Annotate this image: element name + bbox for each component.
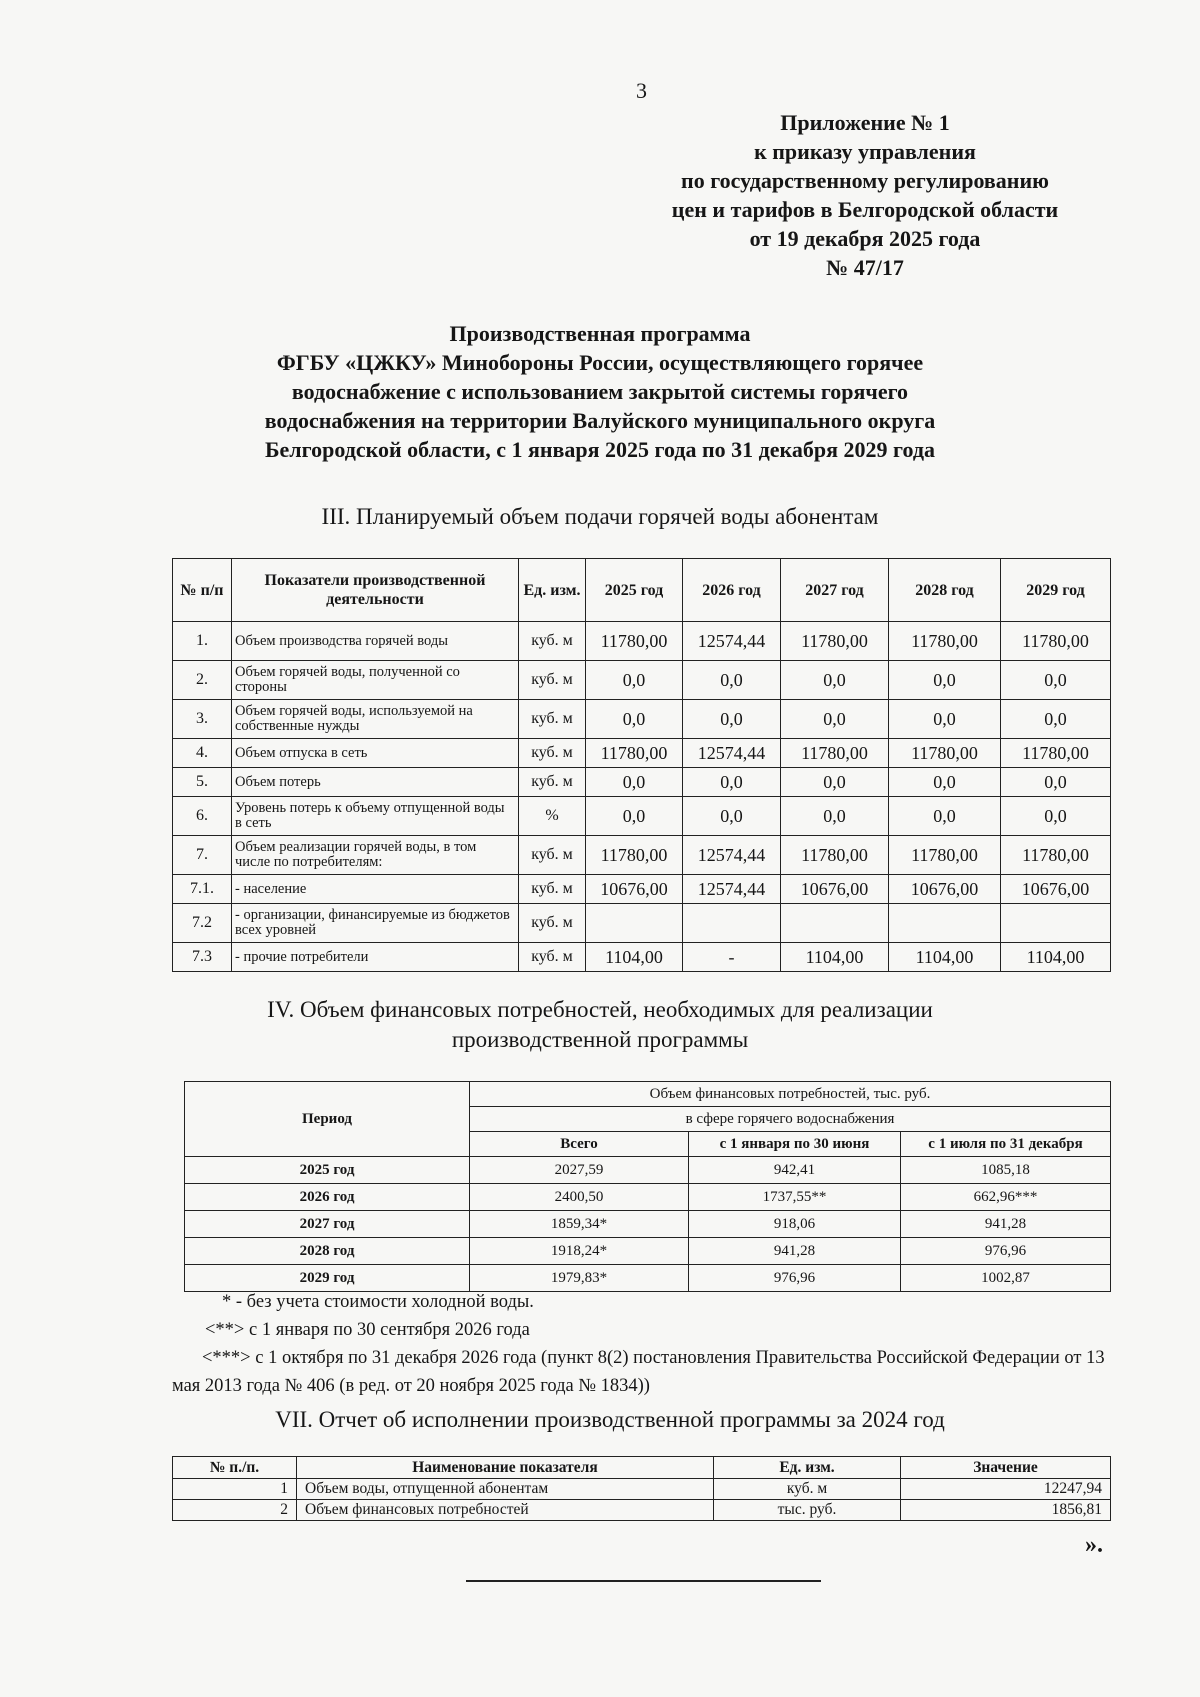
year-value: 12574,44	[683, 622, 781, 661]
subgroup-header: в сфере горячего водоснабжения	[470, 1107, 1111, 1132]
table-row	[173, 700, 1111, 739]
year-value: 0,0	[586, 768, 683, 797]
year-value: 1104,00	[1001, 943, 1111, 972]
table-row	[173, 768, 1111, 797]
value: 1856,81	[901, 1500, 1111, 1521]
column-header: 2029 год	[1001, 559, 1111, 622]
execution-report-table	[172, 1456, 1111, 1521]
title-line: Производственная программа	[449, 321, 751, 346]
year-value: 11780,00	[781, 836, 889, 875]
table-row	[173, 875, 1111, 904]
period: 2028 год	[185, 1238, 470, 1265]
year-value: 0,0	[781, 700, 889, 739]
unit: куб. м	[714, 1479, 901, 1500]
table-row	[173, 1500, 1111, 1521]
table-row	[173, 904, 1111, 943]
section-4-heading	[180, 995, 1020, 1055]
indicator-name: Объем горячей воды, используемой на собственные нужды	[232, 700, 519, 739]
total-value: 1918,24*	[470, 1238, 689, 1265]
table-header-row	[173, 559, 1111, 622]
year-value: 0,0	[586, 661, 683, 700]
year-value: 11780,00	[889, 622, 1001, 661]
footnote: <***> с 1 октября по 31 декабря 2026 года (пункт 8(2) постановления Правительства Российской Федерации от 13 мая 2013 года № 406 (в ред. от 20 ноября 2025 года № 1834))	[172, 1348, 1105, 1396]
document-title	[180, 319, 1020, 464]
indicator-name: Объем финансовых потребностей	[297, 1500, 714, 1521]
row-number: 7.1.	[173, 875, 232, 904]
appendix-line: № 47/17	[826, 255, 904, 280]
table-row	[185, 1184, 1111, 1211]
year-value: 0,0	[1001, 661, 1111, 700]
period: 2029 год	[185, 1265, 470, 1292]
table-body	[185, 1157, 1111, 1292]
indicator-name: Объем производства горячей воды	[232, 622, 519, 661]
title-line: водоснабжения на территории Валуйского муниципального округа	[264, 408, 936, 433]
indicator-name: Объем отпуска в сеть	[232, 739, 519, 768]
page-number: 3	[636, 78, 647, 103]
footnote: <**> с 1 января по 30 сентября 2026 года	[205, 1320, 530, 1340]
year-value	[781, 904, 889, 943]
end-divider-line	[466, 1580, 821, 1582]
table-body	[173, 622, 1111, 972]
column-header: с 1 января по 30 июня	[689, 1132, 901, 1157]
second-half-value: 976,96	[901, 1238, 1111, 1265]
heading-line: производственной программы	[451, 1027, 749, 1052]
column-header: Наименование показателя	[297, 1457, 714, 1479]
column-header: 2027 год	[781, 559, 889, 622]
group-header: Объем финансовых потребностей, тыс. руб.	[470, 1082, 1111, 1107]
first-half-value: 941,28	[689, 1238, 901, 1265]
unit: куб. м	[519, 875, 586, 904]
column-header: Показатели производственной деятельности	[232, 559, 519, 622]
unit: куб. м	[519, 768, 586, 797]
year-value: 0,0	[683, 797, 781, 836]
year-value: 11780,00	[1001, 739, 1111, 768]
column-header: 2025 год	[586, 559, 683, 622]
title-line: водоснабжение с использованием закрытой системы горячего	[291, 379, 909, 404]
appendix-block	[620, 108, 1110, 282]
first-half-value: 918,06	[689, 1211, 901, 1238]
year-value: 11780,00	[1001, 836, 1111, 875]
title-line: ФГБУ «ЦЖКУ» Минобороны России, осуществляющего горячее	[276, 350, 924, 375]
appendix-line: от 19 декабря 2025 года	[749, 226, 981, 251]
unit: куб. м	[519, 739, 586, 768]
section-3-heading: III. Планируемый объем подачи горячей воды абонентам	[321, 504, 879, 529]
year-value: 0,0	[683, 661, 781, 700]
row-number: 2	[173, 1500, 297, 1521]
table-body	[173, 1479, 1111, 1521]
table-row	[173, 836, 1111, 875]
appendix-line: по государственному регулированию	[681, 168, 1049, 193]
year-value: 1104,00	[586, 943, 683, 972]
year-value: 0,0	[889, 797, 1001, 836]
year-value: 1104,00	[889, 943, 1001, 972]
year-value: 0,0	[683, 700, 781, 739]
column-header: № п/п	[173, 559, 232, 622]
appendix-line: Приложение № 1	[780, 110, 950, 135]
row-number: 5.	[173, 768, 232, 797]
year-value: 11780,00	[889, 836, 1001, 875]
year-value: -	[683, 943, 781, 972]
unit: куб. м	[519, 943, 586, 972]
table-row	[173, 797, 1111, 836]
closing-quote-mark: ».	[1085, 1532, 1103, 1558]
year-value: 10676,00	[1001, 875, 1111, 904]
column-header: № п./п.	[173, 1457, 297, 1479]
year-value: 11780,00	[586, 836, 683, 875]
table-row	[173, 739, 1111, 768]
total-value: 2400,50	[470, 1184, 689, 1211]
financial-needs-table	[184, 1081, 1111, 1292]
year-value: 12574,44	[683, 875, 781, 904]
indicator-name: Объем потерь	[232, 768, 519, 797]
year-value: 0,0	[1001, 768, 1111, 797]
value: 12247,94	[901, 1479, 1111, 1500]
table-row	[173, 1479, 1111, 1500]
period: 2027 год	[185, 1211, 470, 1238]
column-header: 2026 год	[683, 559, 781, 622]
year-value: 11780,00	[781, 739, 889, 768]
year-value: 11780,00	[586, 739, 683, 768]
table-row	[173, 943, 1111, 972]
unit: тыс. руб.	[714, 1500, 901, 1521]
second-half-value: 1002,87	[901, 1265, 1111, 1292]
first-half-value: 976,96	[689, 1265, 901, 1292]
second-half-value: 941,28	[901, 1211, 1111, 1238]
period: 2025 год	[185, 1157, 470, 1184]
table-header-row	[173, 1457, 1111, 1479]
year-value: 10676,00	[781, 875, 889, 904]
second-half-value: 1085,18	[901, 1157, 1111, 1184]
row-number: 3.	[173, 700, 232, 739]
year-value: 11780,00	[889, 739, 1001, 768]
year-value: 1104,00	[781, 943, 889, 972]
year-value: 0,0	[1001, 797, 1111, 836]
year-value: 0,0	[889, 661, 1001, 700]
indicator-name: Объем горячей воды, полученной со стороны	[232, 661, 519, 700]
total-value: 1979,83*	[470, 1265, 689, 1292]
row-number: 7.3	[173, 943, 232, 972]
year-value	[586, 904, 683, 943]
total-value: 1859,34*	[470, 1211, 689, 1238]
row-number: 1	[173, 1479, 297, 1500]
year-value: 11780,00	[781, 622, 889, 661]
first-half-value: 942,41	[689, 1157, 901, 1184]
row-number: 7.	[173, 836, 232, 875]
year-value: 10676,00	[889, 875, 1001, 904]
indicator-name: Объем воды, отпущенной абонентам	[297, 1479, 714, 1500]
indicator-name: - население	[232, 875, 519, 904]
column-header: Всего	[470, 1132, 689, 1157]
total-value: 2027,59	[470, 1157, 689, 1184]
year-value: 11780,00	[1001, 622, 1111, 661]
year-value: 11780,00	[586, 622, 683, 661]
unit: куб. м	[519, 904, 586, 943]
row-number: 2.	[173, 661, 232, 700]
title-line: Белгородской области, с 1 января 2025 года по 31 декабря 2029 года	[265, 437, 935, 462]
row-number: 7.2	[173, 904, 232, 943]
year-value: 0,0	[781, 797, 889, 836]
row-number: 6.	[173, 797, 232, 836]
year-value: 12574,44	[683, 836, 781, 875]
row-number: 1.	[173, 622, 232, 661]
year-value: 0,0	[1001, 700, 1111, 739]
indicator-name: Уровень потерь к объему отпущенной воды в сеть	[232, 797, 519, 836]
section-7-heading: VII. Отчет об исполнении производственной программы за 2024 год	[275, 1407, 945, 1432]
year-value	[889, 904, 1001, 943]
appendix-line: цен и тарифов в Белгородской области	[671, 197, 1059, 222]
indicator-name: Объем реализации горячей воды, в том числе по потребителям:	[232, 836, 519, 875]
unit: куб. м	[519, 700, 586, 739]
year-value: 12574,44	[683, 739, 781, 768]
table-row	[185, 1238, 1111, 1265]
table-row	[185, 1211, 1111, 1238]
indicator-name: - организации, финансируемые из бюджетов всех уровней	[232, 904, 519, 943]
table-row	[185, 1157, 1111, 1184]
table-row	[173, 622, 1111, 661]
heading-line: IV. Объем финансовых потребностей, необходимых для реализации	[267, 997, 933, 1022]
year-value: 0,0	[889, 768, 1001, 797]
table-header-row	[185, 1082, 1111, 1107]
column-header: Значение	[901, 1457, 1111, 1479]
period-header: Период	[185, 1082, 470, 1157]
year-value	[683, 904, 781, 943]
column-header: с 1 июля по 31 декабря	[901, 1132, 1111, 1157]
unit: куб. м	[519, 622, 586, 661]
column-header: Ед. изм.	[519, 559, 586, 622]
unit: куб. м	[519, 661, 586, 700]
row-number: 4.	[173, 739, 232, 768]
year-value	[1001, 904, 1111, 943]
indicator-name: - прочие потребители	[232, 943, 519, 972]
year-value: 10676,00	[586, 875, 683, 904]
table-row	[173, 661, 1111, 700]
footnotes	[172, 1288, 1132, 1400]
year-value: 0,0	[586, 797, 683, 836]
footnote: * - без учета стоимости холодной воды.	[222, 1292, 534, 1312]
year-value: 0,0	[683, 768, 781, 797]
year-value: 0,0	[586, 700, 683, 739]
year-value: 0,0	[781, 768, 889, 797]
year-value: 0,0	[889, 700, 1001, 739]
hot-water-volume-table	[172, 558, 1111, 972]
appendix-line: к приказу управления	[754, 139, 976, 164]
year-value: 0,0	[781, 661, 889, 700]
unit: %	[519, 797, 586, 836]
unit: куб. м	[519, 836, 586, 875]
second-half-value: 662,96***	[901, 1184, 1111, 1211]
first-half-value: 1737,55**	[689, 1184, 901, 1211]
column-header: Ед. изм.	[714, 1457, 901, 1479]
column-header: 2028 год	[889, 559, 1001, 622]
period: 2026 год	[185, 1184, 470, 1211]
